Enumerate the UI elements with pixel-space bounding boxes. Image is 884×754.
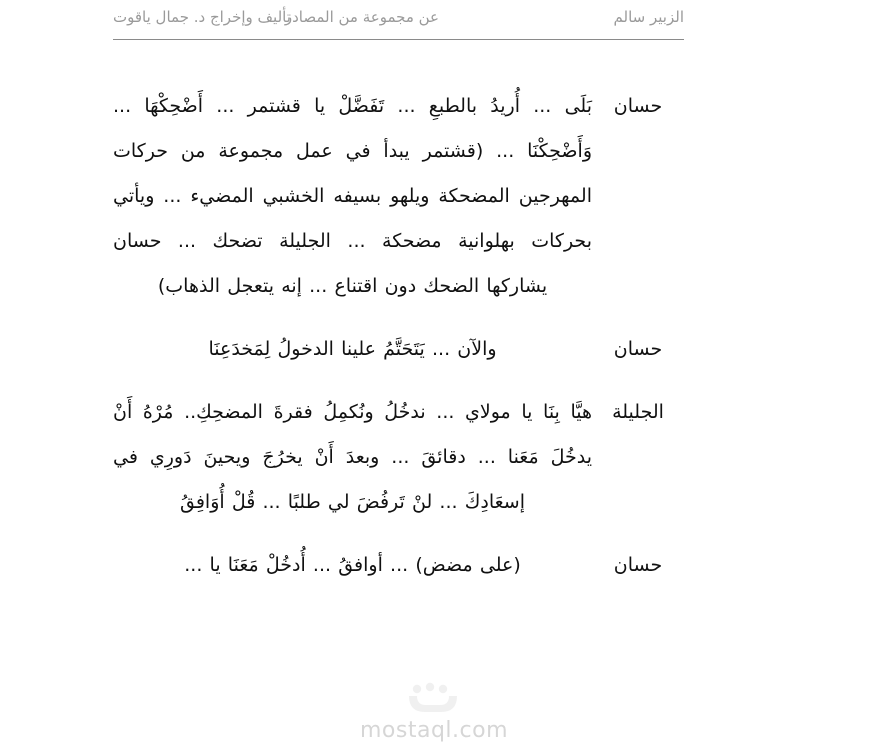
table-row — [113, 390, 684, 525]
header-play-title: الزبير سالم — [613, 8, 684, 26]
header-divider — [113, 39, 684, 40]
table-row — [113, 543, 684, 588]
dialogue-table — [113, 84, 684, 606]
speaker-name: حسان — [613, 338, 663, 360]
mostaql-watermark — [0, 682, 884, 754]
speaker-name: حسان — [613, 554, 663, 576]
speaker-name: حسان — [613, 95, 663, 117]
speech-text: بَلَى ... أُريدُ بالطبعِ ... تَفَضَّلْ يا قشتمر ... أَضْحِكْهَا ... وَأَضْحِكْنَا ... (قشتمر يبدأ في عمل مجموعة من حركات المهرجين المضحكة ويلهو بسيفه الخشبي المضيء ... ويأتي بحركات بهلوانية مضحكة ... الجليلة تضحك ... حسان يشاركها الضحك دون اقتناع ... إنه يتعجل الذهاب) — [113, 95, 592, 297]
table-row — [113, 327, 684, 372]
speech-text: (على مضض) ... أوافقُ ... أُدخُلْ مَعَنَا يا ... — [184, 554, 521, 576]
speech-text: هيَّا بِنَا يا مولاي ... ندخُلُ ونُكمِلُ فقرةَ المضحِكِ.. مُرْهُ أَنْ يدخُلَ مَعَنا ... دقائقَ ... وبعدَ أَنْ يخرُجَ ويحينَ دَورِي في إسعَادِكَ ... لنْ تَرفُضَ لي طلبًا ... قُلْ أُوَافِقُ — [113, 401, 592, 513]
watermark-text: mostaql.com — [359, 718, 509, 743]
mostaql-logo-icon — [403, 682, 463, 716]
table-row — [113, 84, 684, 309]
speaker-name: الجليلة — [612, 401, 664, 423]
document-running-header — [113, 4, 684, 32]
speech-text: والآن ... يَتَحَتَّمُ علينا الدخولُ لِمَخدَعِنَا — [208, 338, 497, 360]
header-author-credit: تأليف وإخراج د. جمال ياقوت — [113, 8, 291, 26]
header-sources-note: عن مجموعة من المصادر — [284, 8, 439, 26]
